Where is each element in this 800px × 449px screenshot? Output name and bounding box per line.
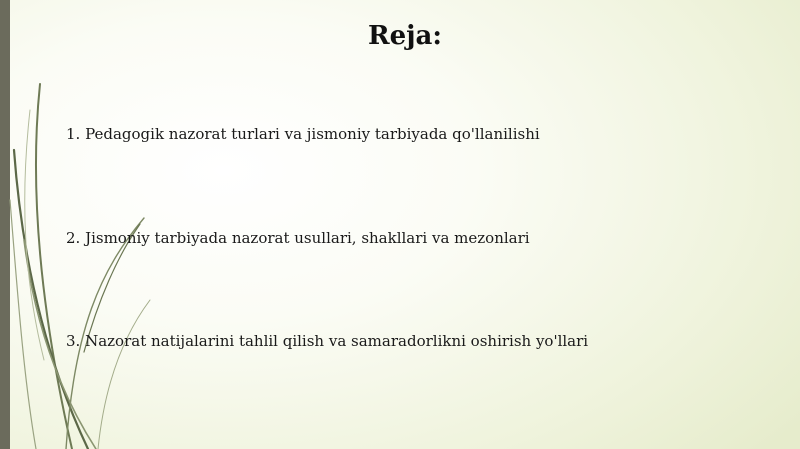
plan-item-2: 2. Jismoniy tarbiyada nazorat usullari, shakllari va mezonlari bbox=[66, 229, 530, 247]
slide-title: Reja: bbox=[367, 21, 442, 51]
grass-stroke-7 bbox=[98, 300, 150, 449]
plan-item-1: 1. Pedagogik nazorat turlari va jismoniy tarbiyada qo'llanilishi bbox=[66, 125, 540, 143]
left-accent-bar bbox=[0, 0, 10, 449]
grass-stroke-8 bbox=[25, 110, 44, 360]
plan-item-3: 3. Nazorat natijalarini tahlil qilish va samaradorlikni oshirish yo'llari bbox=[66, 332, 589, 350]
grass-stroke-2 bbox=[14, 150, 88, 449]
grass-stroke-6 bbox=[10, 200, 36, 449]
grass-decoration bbox=[0, 0, 160, 449]
